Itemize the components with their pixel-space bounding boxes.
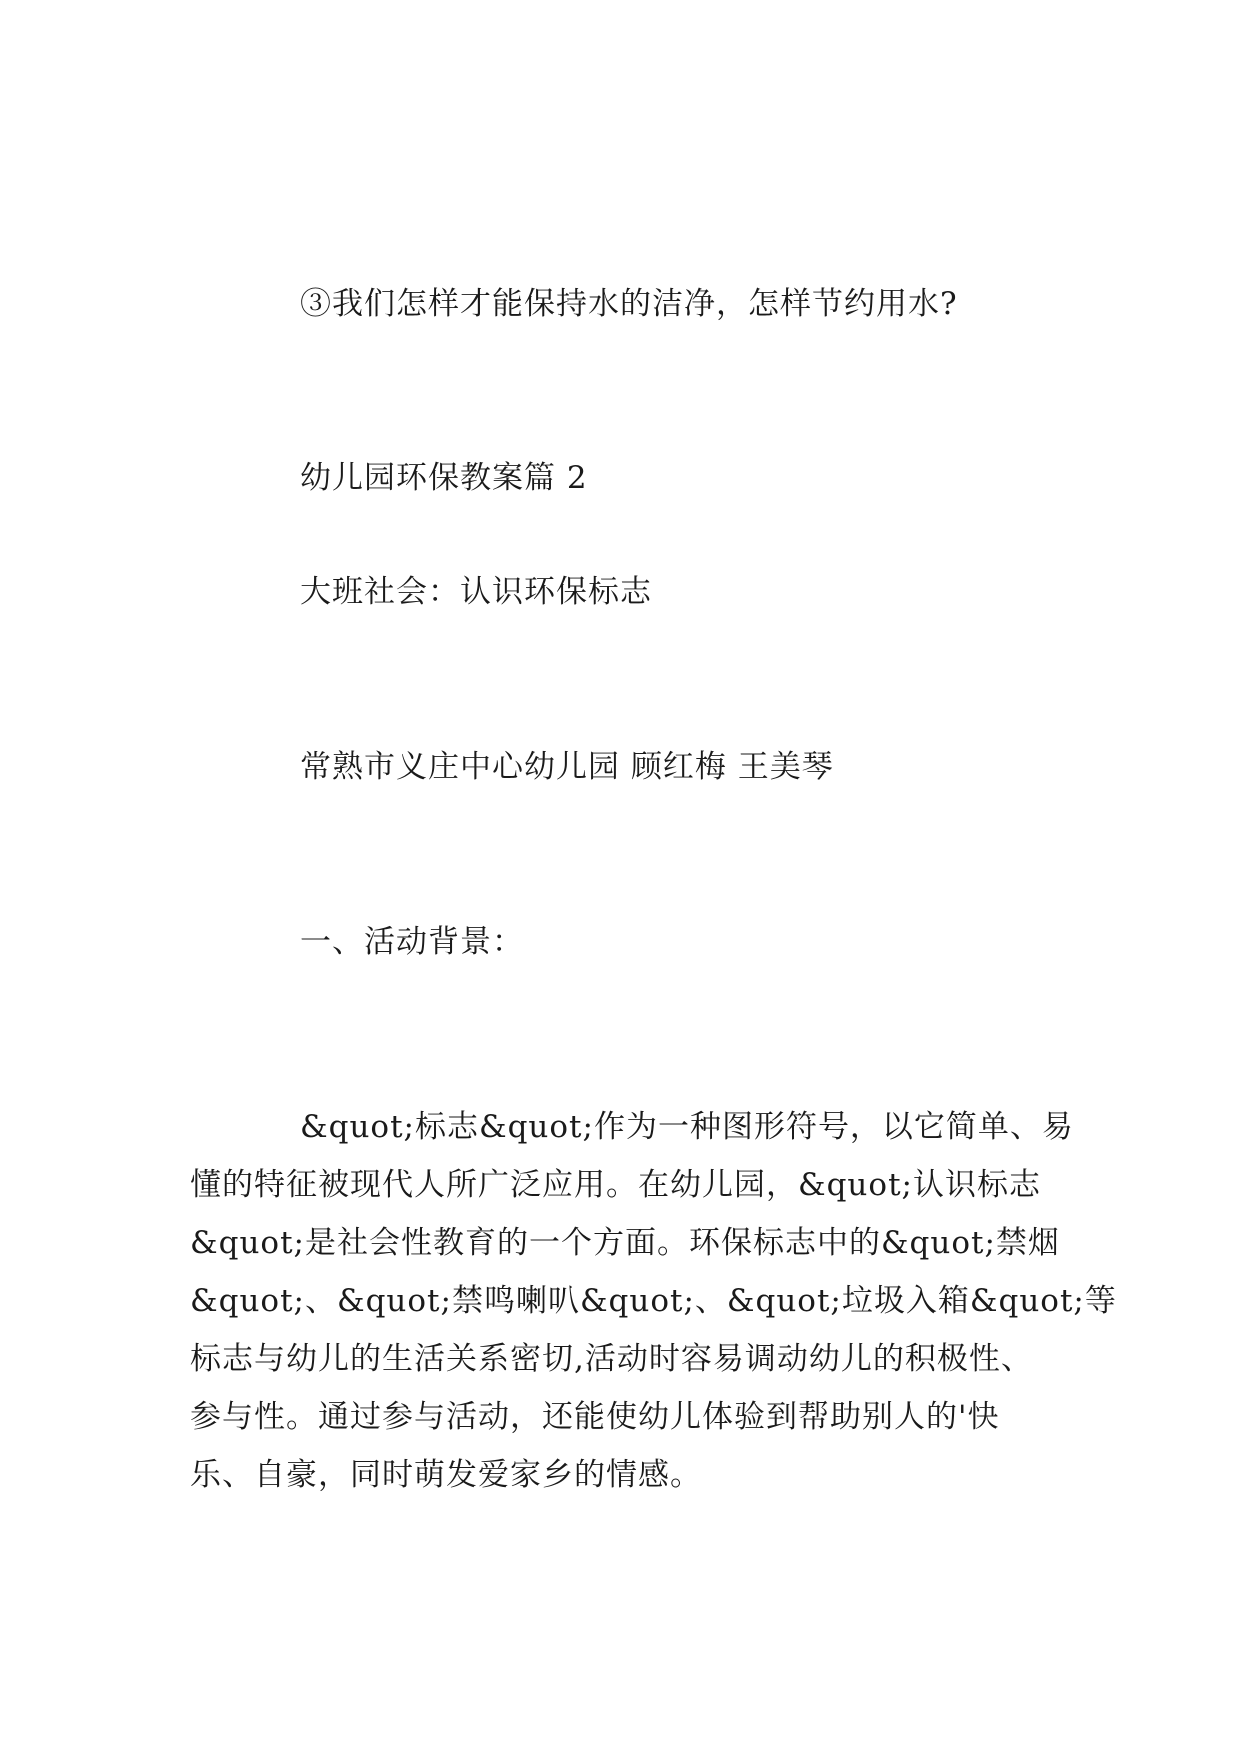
paragraph-line: 懂的特征被现代人所广泛应用。在幼儿园，&quot;认识标志 xyxy=(190,1167,1041,1203)
background-paragraph xyxy=(190,1098,1117,1504)
paragraph-line: 乐、自豪，同时萌发爱家乡的情感。 xyxy=(190,1457,702,1493)
section-title: 幼儿园环保教案篇 2 xyxy=(300,460,588,496)
paragraph-line: &quot;、&quot;禁鸣喇叭&quot;、&quot;垃圾入箱&quot;等 xyxy=(190,1283,1117,1319)
authors-line: 常熟市义庄中心幼儿园 顾红梅 王美琴 xyxy=(300,749,834,785)
paragraph-line: 标志与幼儿的生活关系密切,活动时容易调动幼儿的积极性、 xyxy=(190,1341,1033,1377)
paragraph-line: &quot;是社会性教育的一个方面。环保标志中的&quot;禁烟 xyxy=(190,1225,1060,1261)
paragraph-line: &quot;标志&quot;作为一种图形符号，以它简单、易 xyxy=(300,1109,1074,1145)
paragraph-line: 参与性。通过参与活动，还能使幼儿体验到帮助别人的'快 xyxy=(190,1399,1000,1435)
question-line: ③我们怎样才能保持水的洁净，怎样节约用水? xyxy=(300,286,958,322)
background-heading: 一、活动背景： xyxy=(300,924,524,960)
lesson-title: 大班社会：认识环保标志 xyxy=(300,574,652,610)
